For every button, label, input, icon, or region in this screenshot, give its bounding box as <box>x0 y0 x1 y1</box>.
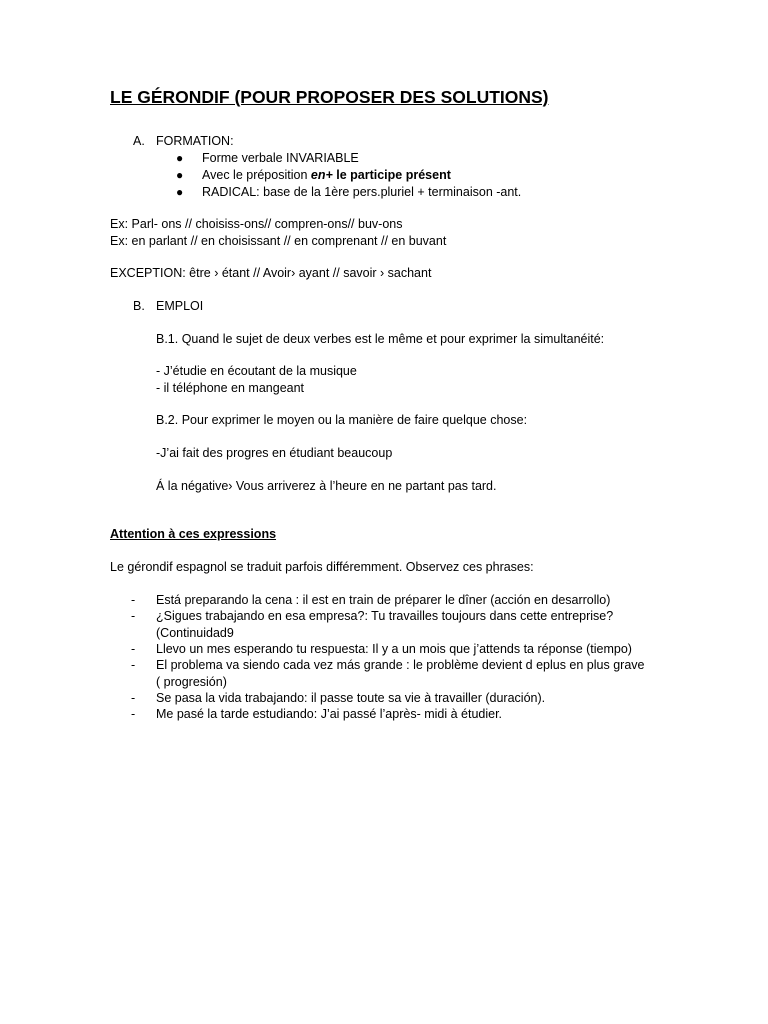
bullet-2-prefix: Avec le préposition <box>202 168 311 182</box>
b1-heading: B.1. Quand le sujet de deux verbes est le même et pour exprimer la simultanéité: <box>156 332 605 346</box>
attention-intro: Le gérondif espagnol se traduit parfois différemment. Observez ces phrases: <box>110 560 534 574</box>
dash-marker: - <box>131 642 136 656</box>
bullet-icon: ● <box>176 151 184 165</box>
expression-item-2: ¿Sigues trabajando en esa empresa?: Tu travailles toujours dans cette entreprise? <box>156 609 614 623</box>
attention-heading: Attention à ces expressions <box>110 527 277 541</box>
example-line-1: Ex: Parl- ons // choisiss-ons// compren-ons// buv-ons <box>110 217 403 231</box>
dash-marker: - <box>131 658 136 672</box>
expression-item-4-cont: ( progresión) <box>156 675 227 689</box>
b2-example-1: -J’ai fait des progres en étudiant beaucoup <box>156 446 393 460</box>
bullet-2-bold: le participe présent <box>332 168 451 182</box>
page-title: LE GÉRONDIF (POUR PROPOSER DES SOLUTIONS) <box>110 87 549 107</box>
section-a-heading: FORMATION: <box>156 134 234 148</box>
expression-item-1: Está preparando la cena : il est en train de préparer le dîner (acción en desarrollo) <box>156 593 611 607</box>
expression-item-6: Me pasé la tarde estudiando: J’ai passé l’après- midi à étudier. <box>156 707 503 721</box>
expression-item-4: El problema va siendo cada vez más grande : le problème devient d eplus en plus grave <box>156 658 645 672</box>
expression-item-3: Llevo un mes esperando tu respuesta: Il y a un mois que j’attends ta réponse (tiempo) <box>156 642 632 656</box>
example-line-2: Ex: en parlant // en choisissant // en comprenant // en buvant <box>110 234 447 248</box>
b2-heading: B.2. Pour exprimer le moyen ou la manière de faire quelque chose: <box>156 413 528 427</box>
section-a-marker: A. <box>133 134 145 148</box>
formation-bullet-3: RADICAL: base de la 1ère pers.pluriel + terminaison -ant. <box>202 185 522 199</box>
expression-item-5: Se pasa la vida trabajando: il passe toute sa vie à travailler (duración). <box>156 691 546 705</box>
exception-line: EXCEPTION: être › étant // Avoir› ayant // savoir › sachant <box>110 266 432 280</box>
formation-bullet-2 <box>202 167 451 184</box>
formation-bullet-1: Forme verbale INVARIABLE <box>202 151 359 165</box>
bullet-2-emphasis: en+ <box>310 168 333 182</box>
dash-marker: - <box>131 593 136 607</box>
bullet-icon: ● <box>176 168 184 182</box>
b1-example-2: - il téléphone en mangeant <box>156 381 305 395</box>
section-b-marker: B. <box>133 299 145 313</box>
dash-marker: - <box>131 691 136 705</box>
b2-example-2: Á la négative› Vous arriverez à l’heure en ne partant pas tard. <box>156 479 497 493</box>
section-b-heading: EMPLOI <box>156 299 204 313</box>
b1-example-1: - J’étudie en écoutant de la musique <box>156 364 357 378</box>
bullet-icon: ● <box>176 185 184 199</box>
expression-item-2-cont: (Continuidad9 <box>156 626 234 640</box>
dash-marker: - <box>131 609 136 623</box>
dash-marker: - <box>131 707 136 721</box>
